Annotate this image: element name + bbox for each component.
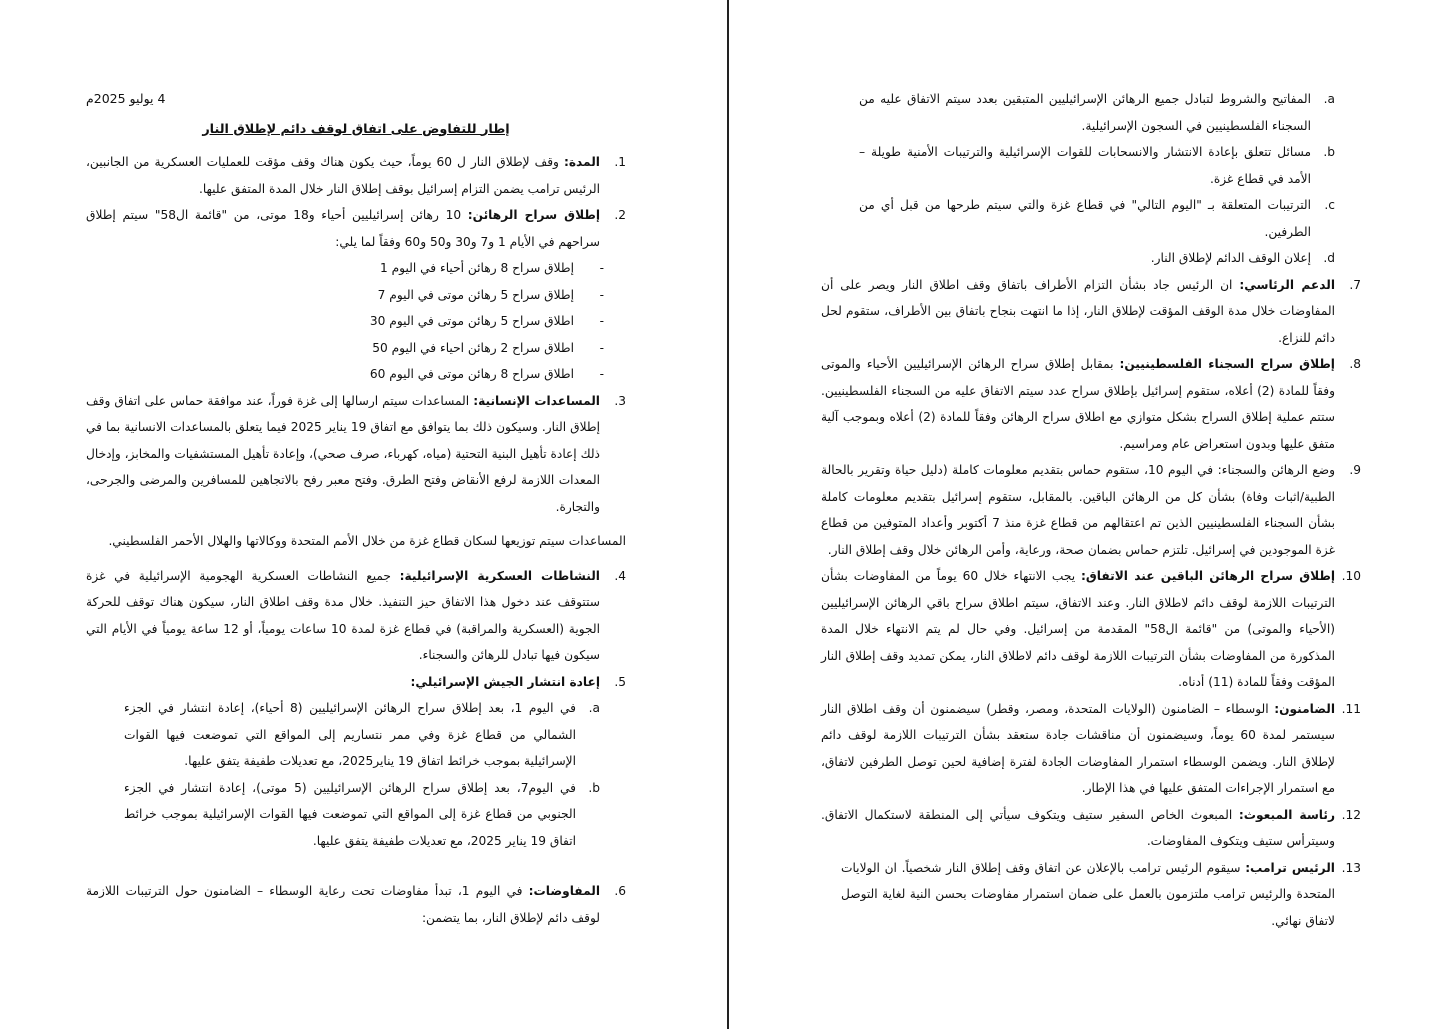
clause-heading: المدة:: [563, 155, 600, 169]
clause-text: المساعدات سيتم ارسالها إلى غزة فوراً، عند موافقة حماس على اتفاق وقف إطلاق النار. وسيكون ذلك بما يتوافق مع اتفاق 19 يناير 2025 فيما يتعلق بالمساعدات الانسانية بما في ذلك إعادة تأهيل البنية التحتية (مياه، كهرباء، صرف صحي)، وإعادة تأهيل المستشفيات والمخابز، وإدخال المعدات اللازمة لرفع الأنقاض وفتح الطرق. وفتح معبر رفح بالاتجاهين للمسافرين والمرضى والجرحى، والتجارة.: [86, 393, 600, 514]
list-item: - إطلاق سراح 5 رهائن موتى في اليوم 7: [377, 287, 604, 302]
sub-clause-6d: d. إعلان الوقف الدائم لإطلاق النار.: [1150, 251, 1335, 265]
sub-clause-6b: b. مسائل تتعلق بإعادة الانتشار والانسحابات للقوات الإسرائيلية والترتيبات الأمنية طويلة – الأمد في قطاع غزة.: [859, 145, 1335, 186]
clause-text: ان الرئيس جاد بشأن التزام الأطراف باتفاق وقف اطلاق النار ويصر على أن المفاوضات خلال مدة الوقف المؤقت لإطلاق النار، إذا ما انتهت بنجاح باتفاق بين الأطراف، ستقوم لحل دائم للنزاع.: [821, 277, 1335, 345]
clause-number: 10.: [1341, 569, 1361, 583]
document-page-1: [0, 0, 727, 1029]
sub-clause-5b: b. في اليوم7، بعد إطلاق سراح الرهائن الإسرائيليين (5 موتى)، إعادة انتشار في الجزء الجنوبي من قطاع غزة إلى المواقع التي تموضعت فيها القوات الإسرائيلية بموجب خرائط اتفاق 19 يناير 2025، مع تعديلات طفيفة يتفق عليها.: [124, 780, 600, 848]
clause-12: [821, 802, 1361, 855]
page-1-content: [86, 86, 626, 931]
clause-number: 2.: [614, 208, 626, 222]
clause-6: [86, 878, 626, 931]
clause-heading: رئاسة المبعوث:: [1238, 807, 1335, 822]
clause-number: 8.: [1349, 357, 1361, 371]
list-item: - اطلاق سراح 2 رهائن احياء في اليوم 50: [372, 340, 604, 355]
clause-text: 10 رهائن إسرائيليين أحياء و18 موتى، من "قائمة ال58" سيتم إطلاق سراحهم في الأيام 1 و7 و30 و50 و60 وفقاً لما يلي:: [86, 208, 600, 249]
clause-10: [821, 563, 1361, 696]
page-2-content: [821, 86, 1361, 934]
document-page-2: [729, 0, 1456, 1029]
clause-3: [86, 388, 626, 521]
sub-clause-6a: a. المفاتيح والشروط لتبادل جميع الرهائن الإسرائيليين المتبقين بعدد سيتم الاتفاق عليه من السجناء الفلسطينيين في السجون الإسرائيلية.: [859, 92, 1335, 133]
sub-clause-5a: a. في اليوم 1، بعد إطلاق سراح الرهائن الإسرائيليين (8 أحياء)، إعادة انتشار في الجزء الشمالي من قطاع غزة وفي ممر نتساريم إلى المواقع التي تموضعت فيها القوات الإسرائيلية بموجب خرائط اتفاق 19 يناير2025، مع تعديلات طفيفة يتفق عليها.: [124, 701, 600, 768]
clause-number: 4.: [614, 568, 626, 583]
document-title: إطار للتفاوض على اتفاق لوقف دائم لإطلاق النار: [202, 121, 510, 137]
sub-clause-6c: c. الترتيبات المتعلقة بـ "اليوم التالي" في قطاع غزة والتي سيتم طرحها من قبل أي من الطرفين.: [859, 198, 1335, 239]
clause-number: 3.: [614, 393, 626, 408]
list-item: - اطلاق سراح 5 رهائن موتى في اليوم 30: [369, 314, 604, 328]
clause-text: بمقابل إطلاق سراح الرهائن الإسرائيليين الأحياء والموتى وفقاً للمادة (2) أعلاه، ستقوم إسرائيل بإطلاق سراح عدد سيتم الاتفاق عليه من السجناء الفلسطينيين. ستتم عملية إطلاق السراح بشكل متوازي مع اطلاق سراح الرهائن وفقاً للمادة (2) أعلاه وبموجب آلية متفق عليها وبدون استعراض عام ومراسيم.: [821, 357, 1335, 451]
list-item: - إطلاق سراح 8 رهائن أحياء في اليوم 1: [379, 261, 604, 275]
clause-heading: الضامنون:: [1274, 701, 1335, 716]
clause-number: 6.: [614, 884, 626, 898]
clause-number: 7.: [1349, 277, 1361, 292]
clause-heading: المساعدات الإنسانية:: [473, 393, 600, 408]
clause-text: وضع الرهائن والسجناء: في اليوم 10، ستقوم حماس بتقديم معلومات كاملة (دليل حياة وتقرير بالحالة الطبية/اثبات وفاة) بشأن كل من الرهائن الباقين. بالمقابل، ستقوم إسرائيل بتقديم معلومات كاملة بشأن السجناء الفلسطينيين الذين تم اعتقالهم من قطاع غزة منذ 7 أكتوبر وأعداد المتوفين من قطاع غزة الموجودين في إسرائيل. تلتزم حماس بضمان صحة، ورعاية، وأمن الرهائن خلال وقف إطلاق النار.: [821, 463, 1335, 557]
clause-text: المبعوث الخاص السفير ستيف ويتكوف سيأتي إلى المنطقة لاستكمال الاتفاق. وسيترأس ستيف ويتكوف المفاوضات.: [821, 807, 1335, 848]
clause-text: الوسطاء – الضامنون (الولايات المتحدة، ومصر، وقطر) سيضمنون أن وقف اطلاق النار سيستمر لمدة 60 يوماً، وسيضمنون أن مناقشات جادة ستعقد بشأن الترتيبات اللازمة لوقف دائم لإطلاق النار. ويضمن الوسطاء استمرار المفاوضات الجادة لفترة إضافية لحين توصل الطرفين لاتفاق، مع استمرار الإجراءات المتفق عليها في هذا الإطار.: [821, 701, 1336, 795]
clause-heading: المفاوضات:: [528, 884, 600, 898]
clause-heading: النشاطات العسكرية الإسرائيلية:: [399, 568, 600, 583]
clause-9: [821, 457, 1361, 563]
clause-text: وقف لإطلاق النار ل 60 يوماً، حيث يكون هناك وقف مؤقت للعمليات العسكرية من الجانبين، الرئيس ترامب يضمن التزام إسرائيل بوقف إطلاق النار خلال المدة المتفق عليها.: [86, 155, 600, 196]
clause-number: 12.: [1341, 807, 1361, 822]
clause-2: [86, 202, 626, 255]
clause-heading: إطلاق سراح السجناء الفلسطينيين:: [1119, 357, 1335, 371]
clause-7: [821, 272, 1361, 352]
clause-11: [821, 696, 1361, 802]
clause-number: 13.: [1341, 860, 1361, 875]
clause-heading: الرئيس ترامب:: [1245, 860, 1335, 875]
clause-number: 11.: [1341, 701, 1361, 716]
clause-number: 9.: [1349, 463, 1361, 477]
clause-5: [86, 669, 626, 696]
clause-8: [821, 351, 1361, 457]
aid-note: المساعدات سيتم توزيعها لسكان قطاع غزة من خلال الأمم المتحدة ووكالاتها والهلال الأحمر الفلسطيني.: [108, 534, 626, 548]
clause-13: [821, 855, 1361, 935]
clause-heading: إطلاق سراح الرهائن:: [467, 208, 600, 222]
clause-number: 1.: [614, 155, 626, 169]
document-date: 4 يوليو 2025م: [86, 91, 166, 106]
clause-4: [86, 563, 626, 669]
clause-text: سيقوم الرئيس ترامب بالإعلان عن اتفاق وقف إطلاق النار شخصياً. ان الولايات المتحدة والرئيس ترامب ملتزمون بالعمل على ضمان استمرار مفاوضات بحسن النية لغاية التوصل لاتفاق نهائي.: [841, 860, 1335, 928]
clause-number: 5.: [614, 674, 626, 689]
clause-heading: إعادة انتشار الجيش الإسرائيلي:: [410, 674, 600, 689]
list-item: - اطلاق سراح 8 رهائن موتى في اليوم 60: [369, 367, 604, 381]
clause-heading: الدعم الرئاسي:: [1239, 277, 1335, 292]
clause-heading: إطلاق سراح الرهائن الباقين عند الاتفاق:: [1081, 569, 1335, 583]
clause-text: في اليوم 1، تبدأ مفاوضات تحت رعاية الوسطاء – الضامنون حول الترتيبات اللازمة لوقف دائم لإطلاق النار، بما يتضمن:: [86, 884, 600, 925]
clause-1: [86, 149, 626, 202]
clause-text: جميع النشاطات العسكرية الهجومية الإسرائيلية في غزة ستتوقف عند دخول هذا الاتفاق حيز التنفيذ. خلال مدة وقف اطلاق النار، سيكون هناك توقف للحركة الجوية (العسكرية والمراقبة) في قطاع غزة لمدة 10 ساعات يومياً، أو 12 ساعة يومياً في الأيام التي سيكون فيها تبادل للرهائن والسجناء.: [86, 568, 600, 662]
clause-text: يجب الانتهاء خلال 60 يوماً من المفاوضات بشأن الترتيبات اللازمة لوقف دائم لاطلاق النار. وعند الاتفاق، سيتم اطلاق سراح باقي الرهائن الإسرائيليين (الأحياء والموتى) من "قائمة ال58" المقدمة من إسرائيل. وفي حال لم يتم الانتهاء خلال المدة المذكورة من المفاوضات بشأن الترتيبات اللازمة لوقف دائم لاطلاق النار، يمكن تمديد وقف إطلاق النار المؤقت وفقاً للمادة (11) أدناه.: [821, 569, 1335, 689]
